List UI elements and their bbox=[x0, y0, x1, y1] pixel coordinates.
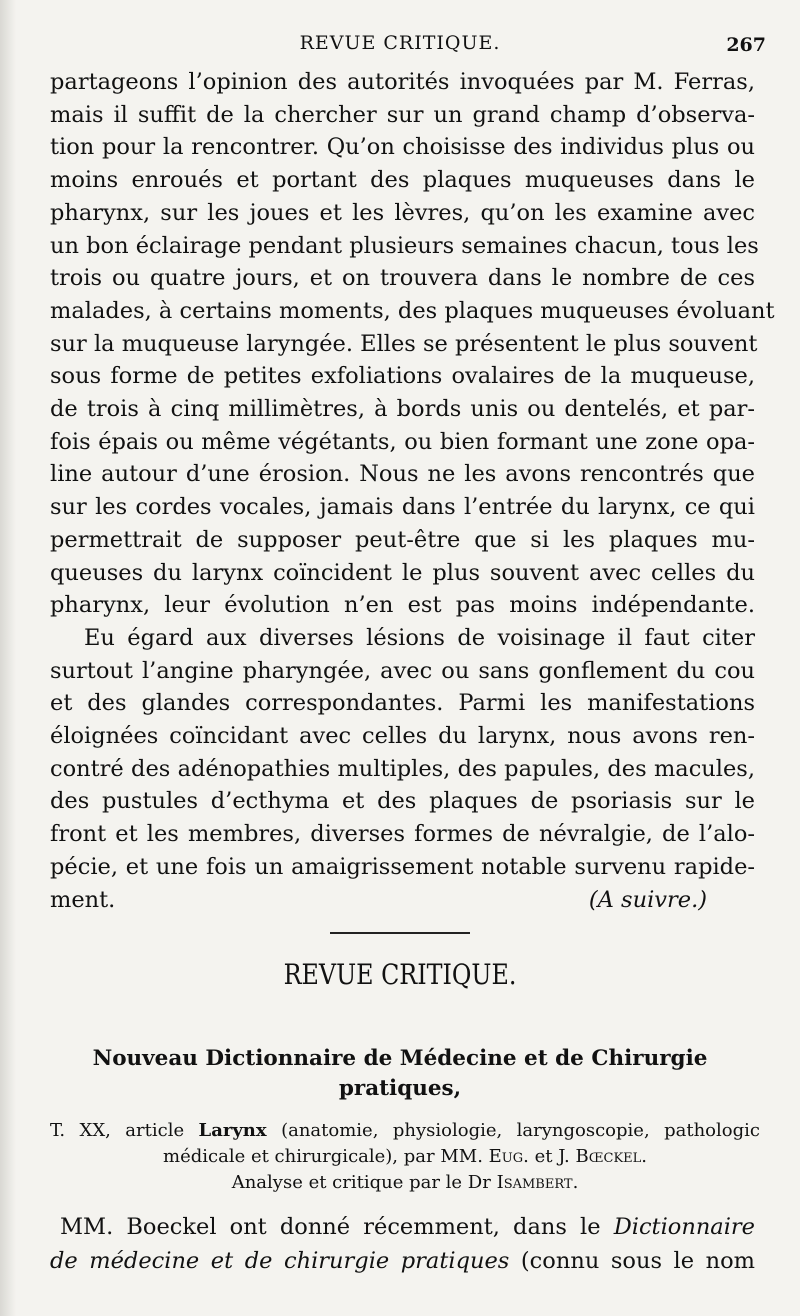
text-line: malades, à certains moments, des plaques muqueuses évoluant bbox=[50, 297, 775, 324]
text-line: contré des adénopathies multiples, des papules, des macules, bbox=[50, 755, 755, 782]
meta-author-1: Eug. bbox=[488, 1146, 529, 1167]
a-suivre: (A suivre.) bbox=[588, 886, 707, 913]
meta-line-3 bbox=[50, 1170, 760, 1196]
meta-author-2: Bœckel. bbox=[575, 1146, 647, 1167]
text-line: moins enroués et portant des plaques muqueuses dans le bbox=[50, 167, 755, 194]
reviewed-work-title-line-2: pratiques, bbox=[338, 1076, 462, 1101]
section-divider bbox=[330, 932, 470, 934]
paragraph-2-last-word: ment. bbox=[50, 886, 116, 913]
text-line: partageons l’opinion des autorités invoquées par M. Ferras, bbox=[50, 69, 755, 95]
text-line: queuses du larynx coïncident le plus souvent avec celles du bbox=[50, 559, 755, 586]
review-line-1 bbox=[50, 1210, 755, 1244]
meta-critic: Isambert. bbox=[496, 1172, 579, 1193]
text-line: et des glandes correspondantes. Parmi les manifestations bbox=[50, 690, 755, 717]
review-opening bbox=[50, 1210, 755, 1278]
closing-line bbox=[50, 884, 755, 917]
meta-line-2-text: médicale et chirurgicale), par MM. bbox=[163, 1146, 483, 1167]
text-line: trois ou quatre jours, et on trouvera dans le nombre de ces bbox=[50, 265, 755, 292]
text-line: pécie, et une fois un amaigrissement notable survenu rapide- bbox=[50, 853, 755, 880]
review-line-2 bbox=[50, 1244, 755, 1278]
page-edge-shadow bbox=[0, 0, 16, 1316]
meta-et: et J. bbox=[534, 1146, 570, 1167]
text-line: sur les cordes vocales, jamais dans l’entrée du larynx, ce qui bbox=[50, 494, 755, 521]
meta-topics: (anatomie, physiologie, laryngoscopie, pathologic bbox=[281, 1120, 760, 1141]
text-line: pharynx, leur évolution n’en est pas moins indépendante. bbox=[50, 592, 755, 619]
reviewed-work-title-line-1: Nouveau Dictionnaire de Médecine et de Chirurgie bbox=[92, 1046, 708, 1071]
text-line: pharynx, sur les joues et les lèvres, qu’on les examine avec bbox=[50, 199, 755, 226]
review-line-2-text: (connu sous le nom bbox=[520, 1248, 755, 1274]
text-line: surtout l’angine pharyngée, avec ou sans gonflement du cou bbox=[50, 657, 755, 684]
text-line: des pustules d’ecthyma et des plaques de psoriasis sur le bbox=[50, 788, 755, 815]
meta-line-3-text: Analyse et critique par le Dr bbox=[231, 1172, 491, 1193]
section-title: REVUE CRITIQUE. bbox=[283, 958, 517, 991]
reviewed-work-title bbox=[60, 1044, 740, 1104]
text-line: sous forme de petites exfoliations ovalaires de la muqueuse, bbox=[50, 363, 755, 390]
running-head bbox=[0, 32, 800, 60]
text-line: fois épais ou même végétants, ou bien formant une zone opa- bbox=[50, 428, 755, 455]
paragraph-1 bbox=[50, 66, 775, 622]
paragraph-2 bbox=[50, 622, 755, 884]
body-text bbox=[50, 66, 775, 916]
text-line: mais il suffit de la chercher sur un grand champ d’observa- bbox=[50, 101, 755, 128]
text-line: un bon éclairage pendant plusieurs semaines chacun, tous les bbox=[50, 232, 759, 259]
text-line: line autour d’une érosion. Nous ne les avons rencontrés que bbox=[50, 461, 755, 488]
review-line-1-italic: Dictionnaire bbox=[613, 1214, 755, 1240]
running-head-title: REVUE CRITIQUE. bbox=[299, 32, 501, 54]
text-line: éloignées coïncidant avec celles du larynx, nous avons ren- bbox=[50, 723, 755, 750]
meta-article-name: Larynx bbox=[198, 1120, 267, 1141]
text-line: Eu égard aux diverses lésions de voisinage il faut citer bbox=[84, 624, 755, 651]
text-line: tion pour la rencontrer. Qu’on choisisse des individus plus ou bbox=[50, 134, 755, 161]
review-line-1-text: MM. Boeckel ont donné récemment, dans le bbox=[60, 1214, 601, 1240]
text-line: front et les membres, diverses formes de névralgie, de l’alo- bbox=[50, 821, 755, 848]
meta-prefix: T. XX, article bbox=[50, 1120, 185, 1141]
meta-line-2 bbox=[50, 1144, 760, 1170]
page-number: 267 bbox=[726, 34, 766, 56]
review-line-2-italic: de médecine et de chirurgie pratiques bbox=[50, 1248, 510, 1274]
article-meta bbox=[50, 1118, 760, 1196]
text-line: de trois à cinq millimètres, à bords unis ou dentelés, et par- bbox=[50, 396, 755, 423]
text-line: sur la muqueuse laryngée. Elles se présentent le plus souvent bbox=[50, 330, 758, 357]
meta-line-1 bbox=[50, 1118, 760, 1144]
text-line: permettrait de supposer peut-être que si les plaques mu- bbox=[50, 526, 755, 553]
